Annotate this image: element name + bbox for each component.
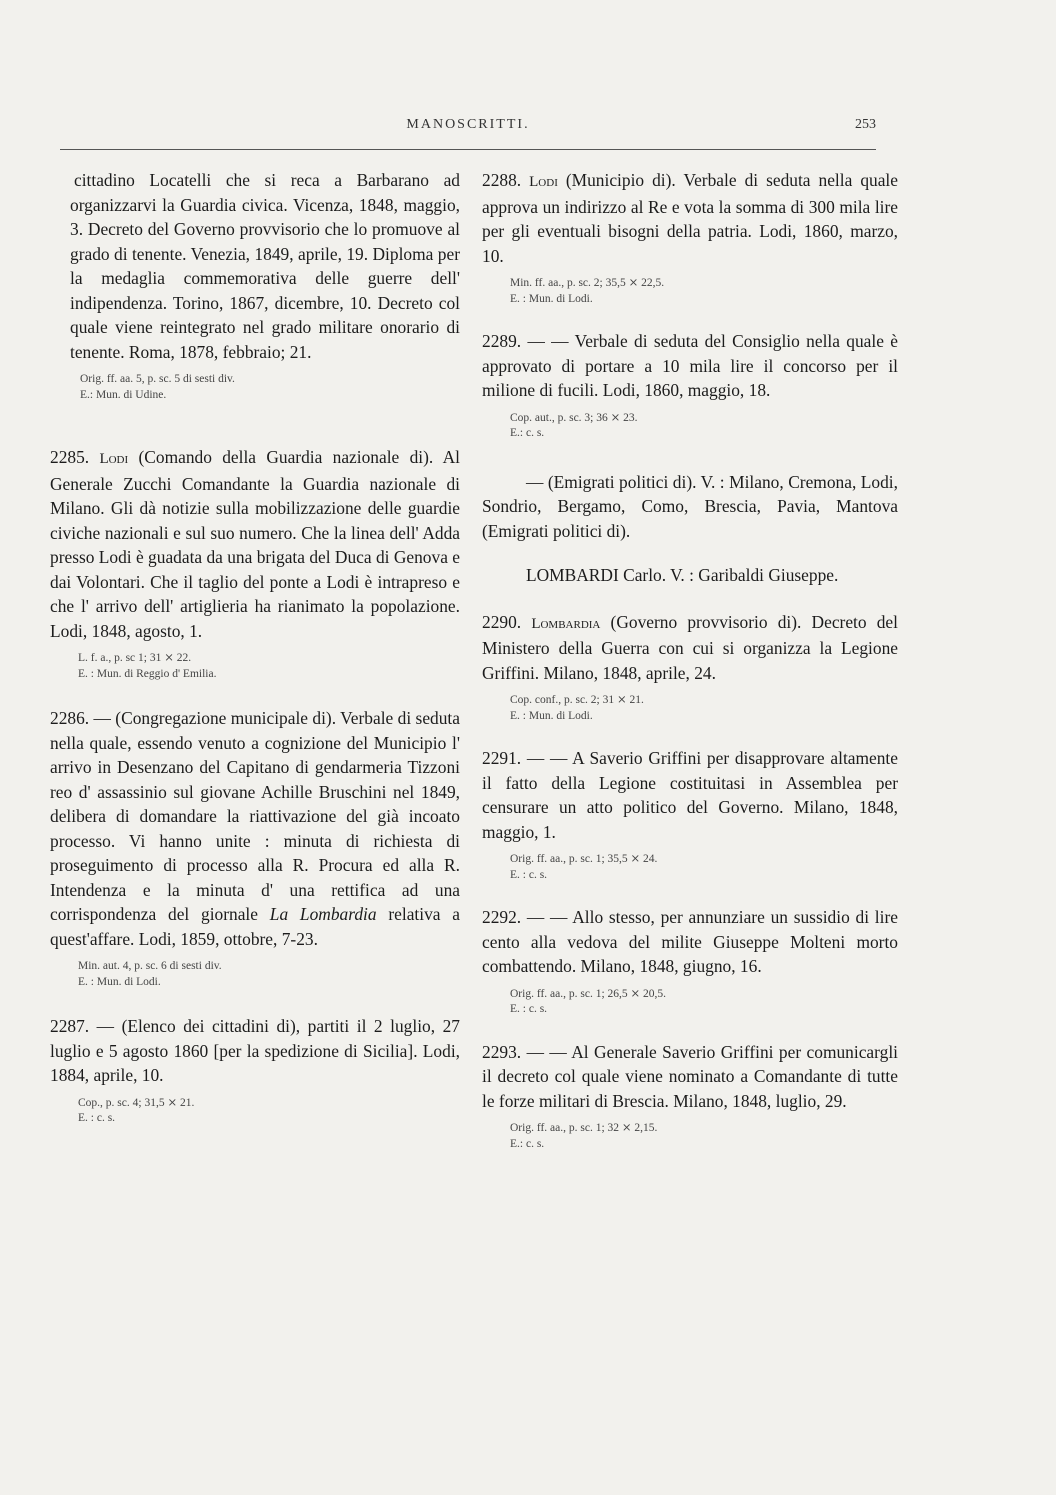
entry-note [510,987,898,1018]
running-header [60,117,876,143]
entry-heading: Lodi [99,451,129,467]
entry-number: 2289. [482,331,522,351]
note-line: Orig. ff. aa., p. sc. 1; 26,5 ⨯ 20,5. [510,987,667,1000]
entry-2286 [50,706,460,990]
entry-text [50,1014,460,1088]
note-line: E. : Mun. di Lodi. [78,975,161,988]
entry-text [482,746,898,844]
note-line: E. : Mun. di Lodi. [510,709,593,722]
note-line: E.: c. s. [510,427,545,439]
entry-heading: Lombardia [531,615,601,632]
note-line: Cop. conf., p. sc. 2; 31 ⨯ 21. [510,694,644,706]
entry-text [50,706,460,951]
entry-body: — (Elenco dei cittadini di), partiti il 2 luglio, 27 luglio e 5 agosto 1860 [per la spedizione di Sicilia]. Lodi, 1884, aprile, 10. [50,1016,460,1085]
cross-reference-lombardi: LOMBARDI Carlo. V. : Garibaldi Giuseppe. [526,565,839,585]
entry-number: 2290. [482,611,522,632]
entry-note [78,1096,460,1127]
entry-number: 2291. [482,748,522,768]
note-line: Cop. aut., p. sc. 3; 36 ⨯ 23. [510,411,638,424]
note-line: E. : c. s. [78,1112,116,1124]
entry-2290 [482,610,898,725]
cross-reference-emigrati: — (Emigrati politici di). V. : Milano, Cremona, Lodi, Sondrio, Bergamo, Como, Brescia, Pavia, Mantova (Emigrati politici di). [482,471,898,541]
entry-body: (Governo provvisorio di). Decreto del Ministero della Guerra con cui si organizza la Legione Griffini. Milano, 1848, aprile, 24. [482,611,898,683]
entry-note [80,372,460,403]
entry-body: — — Verbale di seduta del Consiglio nella quale è approvato di portare a 10 mila lire il concorso per il milione di fucili. Lodi, 1860, maggio, 18. [482,331,898,400]
entry-2285 [50,445,460,682]
note-line: E. : c. s. [510,1003,548,1015]
note-line: E.: Mun. di Udine. [80,388,167,401]
entry-text: cittadino Locatelli che si reca a Barbarano ad organizzarvi la Guardia civica. Vicenza, 1848, maggio, 3. Decreto del Governo provvisorio che lo promuove al grado di tenente. Venezia, 1849, aprile, 19. Diploma per la medaglia commemorativa delle guerre dell' indipendenza. Torino, 1867, dicembre, 10. Decreto col quale viene reintegrato nel grado militare onorario di tenente. Roma, 1878, febbraio; 21. [70,170,460,362]
running-title: MANOSCRITTI. [406,117,530,132]
note-line: E. : Mun. di Reggio d' Emilia. [78,667,217,680]
right-column [482,168,898,1172]
note-line: E. : c. s. [510,868,548,881]
entry-note [510,276,898,307]
entry-body: — — A Saverio Griffini per disapprovare altamente il fatto della Legione costituitasi in Assemblea per censurare un atto politico del Governo. Milano, 1848, maggio, 1. [482,748,898,842]
entry-number: 2285. [50,447,90,467]
note-line: E. : Mun. di Lodi. [510,292,593,305]
entry-note [510,693,898,724]
entry-note [510,852,898,883]
entry-body: — — Allo stesso, per annunziare un sussidio di lire cento alla vedova del milite Giuseppe Molteni morto combattendo. Milano, 1848, giugno, 16. [482,907,898,976]
entry-number: 2287. [50,1016,90,1036]
note-line: L. f. a., p. sc 1; 31 ⨯ 22. [78,652,192,664]
entry-heading: Lodi [529,174,558,190]
note-line: Min. aut. 4, p. sc. 6 di sesti div. [78,960,222,972]
entry-text [482,329,898,403]
entry-2287 [50,1014,460,1127]
entry-note [78,651,460,682]
entry-2289 [482,329,898,442]
entry-body: (Comando della Guardia nazionale di). Al Generale Zucchi Comandante la Guardia nazionale di Milano. Gli dà notizie sulla mobilizzazione delle guardie civiche nazionali e sul suo numero. Che la linea dell' Adda presso Lodi è guadata da una brigata del Duca di Genova e dai Volontari. Che il taglio del ponte a Lodi è intrapreso e che l' arrivo dell' artiglieria ha rianimato la popolazione. Lodi, 1848, agosto, 1. [50,447,460,641]
entry-body-end: relativa a quest'affare. Lodi, 1859, ottobre, 7-23. [50,904,460,949]
note-line: Cop., p. sc. 4; 31,5 ⨯ 21. [78,1096,195,1109]
note-line: Orig. ff. aa., p. sc. 1; 35,5 ⨯ 24. [510,853,658,865]
note-line: Min. ff. aa., p. sc. 2; 35,5 ⨯ 22,5. [510,277,665,289]
entry-2291 [482,746,898,883]
entry-2292 [482,905,898,1018]
entry-text [482,610,898,686]
entry-2293 [482,1040,898,1153]
note-line: Orig. ff. aa., p. sc. 1; 32 ⨯ 2,15. [510,1122,658,1134]
entry-continuation [50,168,460,403]
entry-text [482,1040,898,1114]
entry-body: (Municipio di). Verbale di seduta nella quale approva un indirizzo al Re e vota la somma di 300 mila lire per gli eventuali bisogni della patria. Lodi, 1860, marzo, 10. [482,170,898,266]
entry-text [482,168,898,268]
entry-number: 2293. [482,1041,522,1062]
entry-text [50,445,460,643]
note-line: E.: c. s. [510,1137,545,1150]
entry-number: 2292. [482,907,522,927]
entry-body: — (Congregazione municipale di). Verbale di seduta nella quale, essendo venuto a cognizione del Municipio l' arrivo in Desenzano del Capitano di gendarmeria Tizzoni reo d' assassinio sul giovane Achille Bruschini nel 1849, delibera di domandare la riattivazione del già incoato processo. Vi hanno unite : minuta di richiesta di proseguimento di processo alla R. Procura ed alla R. Intendenza e la minuta d' una rettifica ad una corrispondenza del giornale [50,708,460,924]
entry-note [78,959,460,990]
entry-body: — — Al Generale Saverio Griffini per comunicargli il decreto col quale viene nominato a Comandante di tutte le forze militari di Brescia. Milano, 1848, luglio, 29. [482,1041,898,1111]
newspaper-title: La Lombardia [269,904,377,924]
entry-number: 2288. [482,170,522,190]
entry-text [482,905,898,979]
page-number: 253 [855,117,876,132]
left-column [50,168,460,1147]
header-rule [60,149,876,150]
entry-note [510,411,898,442]
note-line: Orig. ff. aa. 5, p. sc. 5 di sesti div. [80,373,235,385]
entry-number: 2286. [50,708,90,728]
entry-note [510,1121,898,1152]
entry-2288 [482,168,898,307]
